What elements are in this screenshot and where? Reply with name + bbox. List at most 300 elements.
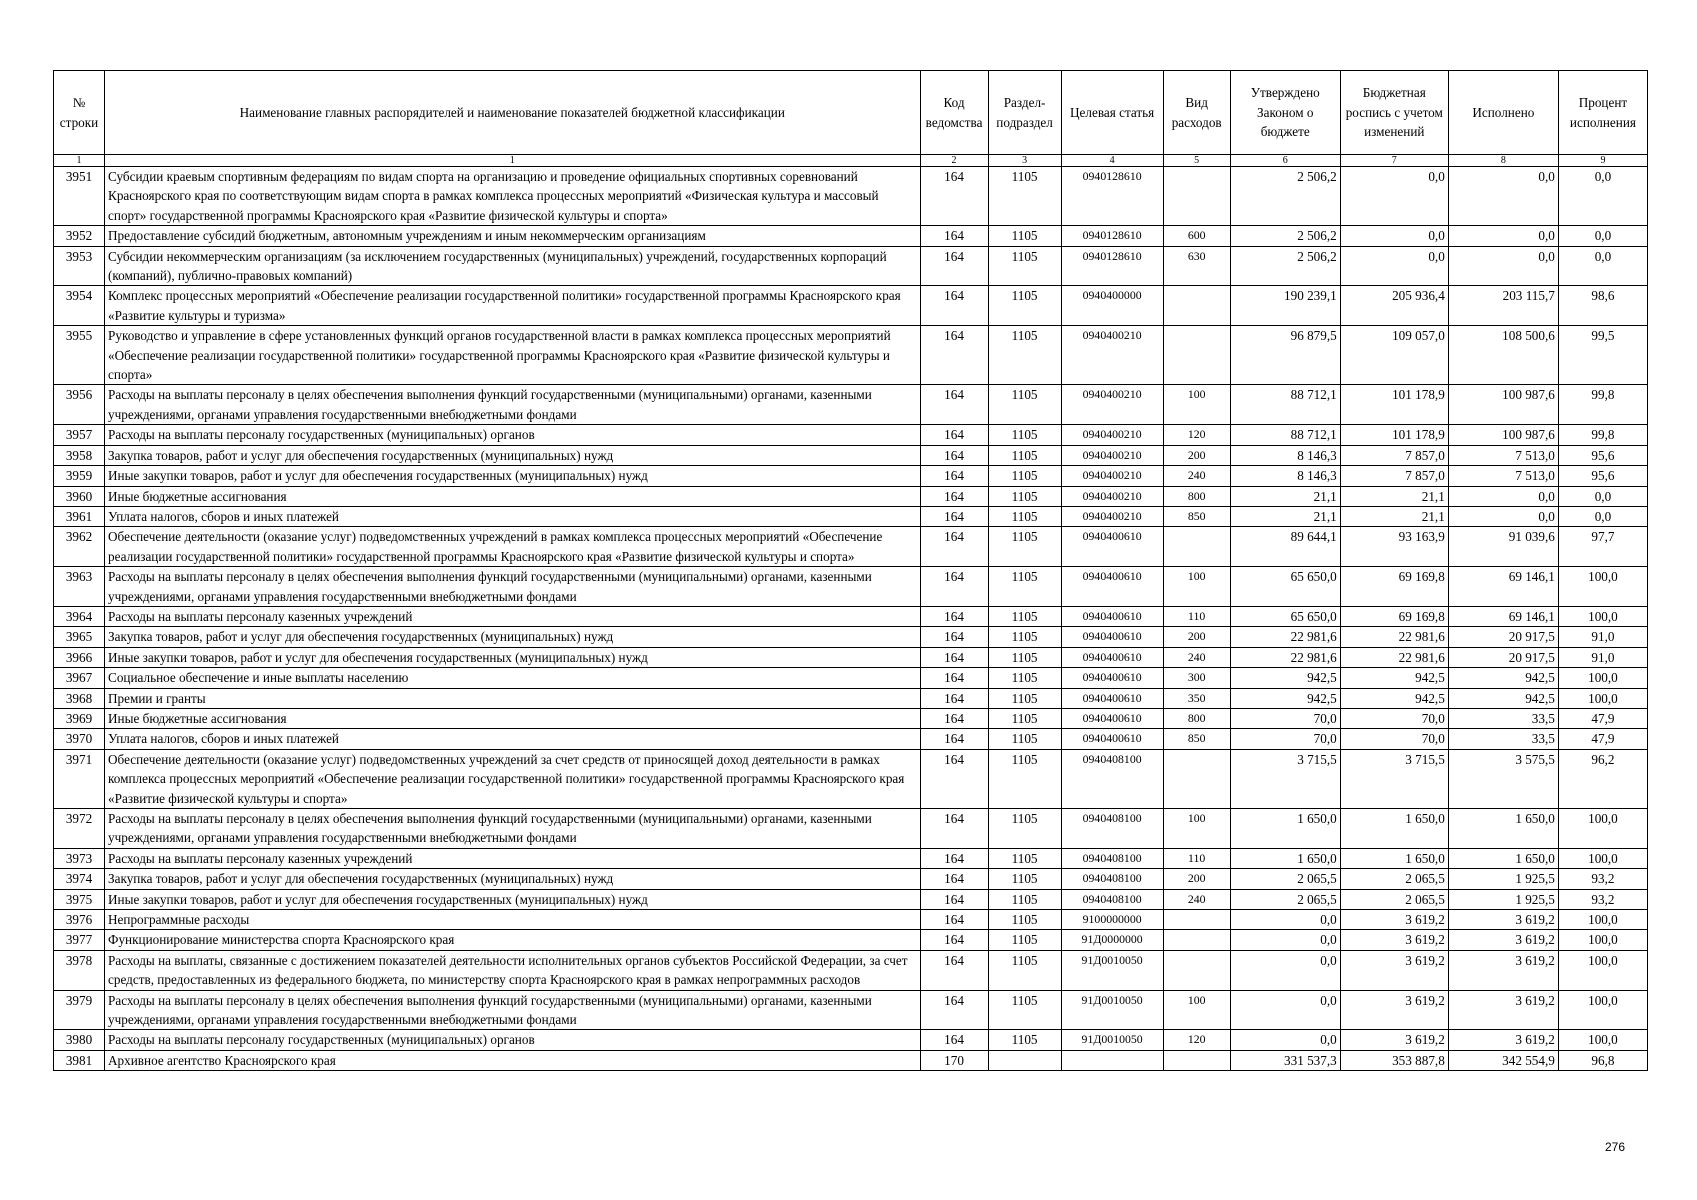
header-row: [54, 71, 1648, 155]
cell-target: 0940400210: [1061, 385, 1163, 425]
cell-row-no: 3963: [54, 567, 105, 607]
cell-budget-list: 205 936,4: [1340, 286, 1448, 326]
cell-name: Закупка товаров, работ и услуг для обеспечения государственных (муниципальных) нужд: [105, 627, 921, 647]
cell-budget-list: 21,1: [1340, 506, 1448, 526]
table-row: [54, 869, 1648, 889]
cell-budget-list: 353 887,8: [1340, 1050, 1448, 1070]
cell-executed: 100 987,6: [1448, 385, 1558, 425]
cell-name: Расходы на выплаты персоналу казенных учреждений: [105, 606, 921, 626]
cell-expense-type: 850: [1163, 729, 1230, 749]
cell-executed: 108 500,6: [1448, 326, 1558, 385]
cell-section: 1105: [988, 425, 1061, 445]
cell-row-no: 3971: [54, 749, 105, 808]
cell-row-no: 3952: [54, 226, 105, 246]
cell-section: 1105: [988, 749, 1061, 808]
cell-section: 1105: [988, 910, 1061, 930]
cell-name: Иные закупки товаров, работ и услуг для обеспечения государственных (муниципальных) нужд: [105, 889, 921, 909]
cell-row-no: 3962: [54, 527, 105, 567]
cell-approved: 1 650,0: [1230, 848, 1340, 868]
cell-executed: 1 650,0: [1448, 809, 1558, 849]
table-row: [54, 527, 1648, 567]
cell-percent: 99,5: [1558, 326, 1647, 385]
cell-row-no: 3966: [54, 647, 105, 667]
cell-percent: 96,2: [1558, 749, 1647, 808]
cell-target: [1061, 1050, 1163, 1070]
cell-percent: 95,6: [1558, 445, 1647, 465]
cell-executed: 0,0: [1448, 486, 1558, 506]
cell-row-no: 3968: [54, 688, 105, 708]
table-row: [54, 167, 1648, 226]
table-row: [54, 668, 1648, 688]
table-row: [54, 385, 1648, 425]
cell-budget-list: 70,0: [1340, 708, 1448, 728]
cell-target: 0940400210: [1061, 326, 1163, 385]
cell-target: 0940400610: [1061, 668, 1163, 688]
cell-expense-type: [1163, 950, 1230, 990]
cell-dept-code: 164: [920, 445, 988, 465]
cell-expense-type: 800: [1163, 708, 1230, 728]
cell-row-no: 3975: [54, 889, 105, 909]
cell-percent: 0,0: [1558, 226, 1647, 246]
cell-budget-list: 1 650,0: [1340, 848, 1448, 868]
cell-percent: 47,9: [1558, 708, 1647, 728]
cell-target: 0940408100: [1061, 848, 1163, 868]
cell-expense-type: 200: [1163, 445, 1230, 465]
table-body: [54, 167, 1648, 1071]
cell-section: 1105: [988, 286, 1061, 326]
cell-section: 1105: [988, 647, 1061, 667]
cell-executed: 20 917,5: [1448, 627, 1558, 647]
column-number: 5: [1163, 155, 1230, 167]
cell-executed: 0,0: [1448, 246, 1558, 286]
table-row: [54, 226, 1648, 246]
cell-approved: 70,0: [1230, 708, 1340, 728]
cell-expense-type: 240: [1163, 889, 1230, 909]
cell-dept-code: 164: [920, 889, 988, 909]
cell-expense-type: 350: [1163, 688, 1230, 708]
table-row: [54, 910, 1648, 930]
cell-executed: 3 575,5: [1448, 749, 1558, 808]
cell-approved: 21,1: [1230, 506, 1340, 526]
cell-approved: 88 712,1: [1230, 385, 1340, 425]
cell-row-no: 3951: [54, 167, 105, 226]
cell-dept-code: 164: [920, 567, 988, 607]
cell-expense-type: 850: [1163, 506, 1230, 526]
cell-dept-code: 164: [920, 606, 988, 626]
cell-name: Субсидии некоммерческим организациям (за исключением государственных (муниципальных) учреждений, государственных корпораций (компаний), публично-правовых компаний): [105, 246, 921, 286]
column-number: 4: [1061, 155, 1163, 167]
cell-name: Иные закупки товаров, работ и услуг для обеспечения государственных (муниципальных) нужд: [105, 647, 921, 667]
cell-executed: 0,0: [1448, 506, 1558, 526]
cell-section: 1105: [988, 246, 1061, 286]
cell-approved: 331 537,3: [1230, 1050, 1340, 1070]
cell-target: 91Д0000000: [1061, 930, 1163, 950]
cell-executed: 3 619,2: [1448, 910, 1558, 930]
cell-name: Расходы на выплаты персоналу в целях обеспечения выполнения функций государственными (муниципальными) органами, казенными учреждениями, органами управления государственными внебюджетными фондами: [105, 990, 921, 1030]
cell-percent: 100,0: [1558, 950, 1647, 990]
cell-budget-list: 3 619,2: [1340, 1030, 1448, 1050]
cell-target: 0940408100: [1061, 809, 1163, 849]
cell-section: [988, 1050, 1061, 1070]
cell-approved: 0,0: [1230, 990, 1340, 1030]
cell-expense-type: 240: [1163, 647, 1230, 667]
cell-name: Расходы на выплаты, связанные с достижением показателей деятельности исполнительных органов субъектов Российской Федерации, за счет средств, предоставленных из федерального бюджета, по министерству спорта Красноярского края в рамках непрограммных расходов: [105, 950, 921, 990]
cell-approved: 0,0: [1230, 950, 1340, 990]
cell-budget-list: 21,1: [1340, 486, 1448, 506]
column-number: 3: [988, 155, 1061, 167]
cell-target: 0940128610: [1061, 226, 1163, 246]
cell-name: Непрограммные расходы: [105, 910, 921, 930]
cell-budget-list: 0,0: [1340, 226, 1448, 246]
cell-dept-code: 164: [920, 848, 988, 868]
table-row: [54, 889, 1648, 909]
column-number: 7: [1340, 155, 1448, 167]
table-row: [54, 486, 1648, 506]
column-number: 2: [920, 155, 988, 167]
cell-target: 0940400610: [1061, 527, 1163, 567]
cell-row-no: 3955: [54, 326, 105, 385]
header-name: Наименование главных распорядителей и наименование показателей бюджетной классификации: [105, 71, 921, 155]
cell-section: 1105: [988, 869, 1061, 889]
cell-approved: 65 650,0: [1230, 606, 1340, 626]
cell-name: Обеспечение деятельности (оказание услуг) подведомственных учреждений в рамках комплекса процессных мероприятий «Обеспечение реализации государственной политики» государственной программы Красноярского края «Развитие физической культуры и спорта»: [105, 527, 921, 567]
cell-row-no: 3974: [54, 869, 105, 889]
cell-percent: 100,0: [1558, 848, 1647, 868]
cell-approved: 8 146,3: [1230, 466, 1340, 486]
cell-expense-type: [1163, 749, 1230, 808]
cell-approved: 22 981,6: [1230, 627, 1340, 647]
cell-target: 0940408100: [1061, 889, 1163, 909]
cell-target: 0940400610: [1061, 627, 1163, 647]
cell-budget-list: 101 178,9: [1340, 425, 1448, 445]
column-number: 1: [105, 155, 921, 167]
table-row: [54, 708, 1648, 728]
cell-name: Иные бюджетные ассигнования: [105, 486, 921, 506]
column-number: 6: [1230, 155, 1340, 167]
cell-percent: 93,2: [1558, 869, 1647, 889]
cell-executed: 942,5: [1448, 688, 1558, 708]
table-row: [54, 466, 1648, 486]
page-number: 276: [1604, 1140, 1625, 1154]
cell-budget-list: 3 619,2: [1340, 990, 1448, 1030]
column-number-row: [54, 155, 1648, 167]
cell-dept-code: 164: [920, 708, 988, 728]
budget-table: [53, 70, 1648, 1071]
cell-row-no: 3977: [54, 930, 105, 950]
cell-dept-code: 164: [920, 246, 988, 286]
cell-row-no: 3961: [54, 506, 105, 526]
cell-name: Предоставление субсидий бюджетным, автономным учреждениям и иным некоммерческим организациям: [105, 226, 921, 246]
cell-executed: 0,0: [1448, 167, 1558, 226]
cell-row-no: 3978: [54, 950, 105, 990]
table-row: [54, 627, 1648, 647]
cell-approved: 2 065,5: [1230, 869, 1340, 889]
cell-executed: 20 917,5: [1448, 647, 1558, 667]
table-row: [54, 749, 1648, 808]
cell-name: Расходы на выплаты персоналу в целях обеспечения выполнения функций государственными (муниципальными) органами, казенными учреждениями, органами управления государственными внебюджетными фондами: [105, 809, 921, 849]
cell-name: Расходы на выплаты персоналу казенных учреждений: [105, 848, 921, 868]
cell-percent: 100,0: [1558, 990, 1647, 1030]
cell-budget-list: 69 169,8: [1340, 606, 1448, 626]
cell-budget-list: 7 857,0: [1340, 445, 1448, 465]
header-executed: Исполнено: [1448, 71, 1558, 155]
cell-section: 1105: [988, 848, 1061, 868]
cell-dept-code: 164: [920, 668, 988, 688]
cell-percent: 100,0: [1558, 930, 1647, 950]
cell-executed: 342 554,9: [1448, 1050, 1558, 1070]
cell-approved: 0,0: [1230, 930, 1340, 950]
cell-approved: 942,5: [1230, 668, 1340, 688]
cell-section: 1105: [988, 167, 1061, 226]
cell-executed: 1 925,5: [1448, 889, 1558, 909]
cell-budget-list: 22 981,6: [1340, 647, 1448, 667]
cell-budget-list: 3 619,2: [1340, 950, 1448, 990]
cell-target: 0940400210: [1061, 445, 1163, 465]
cell-approved: 2 506,2: [1230, 167, 1340, 226]
cell-target: 0940400610: [1061, 567, 1163, 607]
cell-target: 0940128610: [1061, 246, 1163, 286]
column-number: 8: [1448, 155, 1558, 167]
cell-approved: 8 146,3: [1230, 445, 1340, 465]
header-dept-code: Код ведомства: [920, 71, 988, 155]
cell-name: Архивное агентство Красноярского края: [105, 1050, 921, 1070]
cell-approved: 88 712,1: [1230, 425, 1340, 445]
cell-dept-code: 164: [920, 326, 988, 385]
cell-executed: 203 115,7: [1448, 286, 1558, 326]
cell-name: Расходы на выплаты персоналу государственных (муниципальных) органов: [105, 1030, 921, 1050]
cell-section: 1105: [988, 506, 1061, 526]
cell-target: 91Д0010050: [1061, 1030, 1163, 1050]
cell-name: Закупка товаров, работ и услуг для обеспечения государственных (муниципальных) нужд: [105, 869, 921, 889]
cell-section: 1105: [988, 708, 1061, 728]
cell-approved: 2 065,5: [1230, 889, 1340, 909]
cell-expense-type: [1163, 286, 1230, 326]
header-row-no: № строки: [54, 71, 105, 155]
cell-row-no: 3954: [54, 286, 105, 326]
cell-target: 0940400210: [1061, 486, 1163, 506]
cell-approved: 0,0: [1230, 1030, 1340, 1050]
cell-executed: 69 146,1: [1448, 567, 1558, 607]
cell-row-no: 3967: [54, 668, 105, 688]
cell-percent: 100,0: [1558, 809, 1647, 849]
cell-budget-list: 942,5: [1340, 668, 1448, 688]
cell-expense-type: 110: [1163, 606, 1230, 626]
cell-approved: 21,1: [1230, 486, 1340, 506]
cell-percent: 100,0: [1558, 1030, 1647, 1050]
cell-percent: 99,8: [1558, 425, 1647, 445]
cell-executed: 1 650,0: [1448, 848, 1558, 868]
cell-section: 1105: [988, 729, 1061, 749]
cell-percent: 95,6: [1558, 466, 1647, 486]
cell-percent: 100,0: [1558, 668, 1647, 688]
cell-name: Руководство и управление в сфере установленных функций органов государственной власти в рамках комплекса процессных мероприятий «Обеспечение реализации государственной политики» государственной программы Красноярского края «Развитие физической культуры и спорта»: [105, 326, 921, 385]
cell-dept-code: 164: [920, 1030, 988, 1050]
cell-approved: 2 506,2: [1230, 246, 1340, 286]
cell-section: 1105: [988, 990, 1061, 1030]
cell-expense-type: [1163, 326, 1230, 385]
cell-row-no: 3969: [54, 708, 105, 728]
cell-dept-code: 164: [920, 385, 988, 425]
cell-executed: 7 513,0: [1448, 466, 1558, 486]
cell-dept-code: 164: [920, 950, 988, 990]
cell-budget-list: 0,0: [1340, 246, 1448, 286]
cell-budget-list: 3 715,5: [1340, 749, 1448, 808]
cell-executed: 1 925,5: [1448, 869, 1558, 889]
cell-dept-code: 164: [920, 486, 988, 506]
cell-expense-type: 800: [1163, 486, 1230, 506]
cell-percent: 0,0: [1558, 486, 1647, 506]
cell-row-no: 3973: [54, 848, 105, 868]
cell-target: 91Д0010050: [1061, 990, 1163, 1030]
cell-row-no: 3980: [54, 1030, 105, 1050]
table-row: [54, 1030, 1648, 1050]
cell-row-no: 3956: [54, 385, 105, 425]
cell-expense-type: [1163, 910, 1230, 930]
cell-section: 1105: [988, 326, 1061, 385]
cell-expense-type: [1163, 527, 1230, 567]
cell-percent: 100,0: [1558, 688, 1647, 708]
table-row: [54, 729, 1648, 749]
table-row: [54, 990, 1648, 1030]
cell-expense-type: 600: [1163, 226, 1230, 246]
cell-dept-code: 164: [920, 869, 988, 889]
cell-approved: 65 650,0: [1230, 567, 1340, 607]
cell-expense-type: [1163, 930, 1230, 950]
cell-target: 0940400210: [1061, 466, 1163, 486]
cell-section: 1105: [988, 226, 1061, 246]
cell-percent: 93,2: [1558, 889, 1647, 909]
cell-percent: 0,0: [1558, 506, 1647, 526]
cell-target: 0940400210: [1061, 506, 1163, 526]
cell-approved: 190 239,1: [1230, 286, 1340, 326]
cell-percent: 91,0: [1558, 647, 1647, 667]
cell-expense-type: 300: [1163, 668, 1230, 688]
cell-row-no: 3964: [54, 606, 105, 626]
cell-target: 0940400610: [1061, 688, 1163, 708]
cell-name: Функционирование министерства спорта Красноярского края: [105, 930, 921, 950]
cell-row-no: 3979: [54, 990, 105, 1030]
cell-target: 0940400210: [1061, 425, 1163, 445]
cell-budget-list: 109 057,0: [1340, 326, 1448, 385]
cell-approved: 0,0: [1230, 910, 1340, 930]
cell-row-no: 3960: [54, 486, 105, 506]
cell-dept-code: 164: [920, 910, 988, 930]
cell-percent: 100,0: [1558, 910, 1647, 930]
cell-approved: 3 715,5: [1230, 749, 1340, 808]
cell-dept-code: 164: [920, 527, 988, 567]
header-approved: Утверждено Законом о бюджете: [1230, 71, 1340, 155]
cell-dept-code: 164: [920, 506, 988, 526]
cell-dept-code: 164: [920, 627, 988, 647]
table-row: [54, 647, 1648, 667]
cell-budget-list: 3 619,2: [1340, 910, 1448, 930]
cell-approved: 1 650,0: [1230, 809, 1340, 849]
cell-target: 0940400610: [1061, 606, 1163, 626]
cell-target: 0940400610: [1061, 708, 1163, 728]
cell-name: Субсидии краевым спортивным федерациям по видам спорта на организацию и проведение официальных спортивных соревнований Красноярского края по соответствующим видам спорта в рамках комплекса процессных мероприятий «Физическая культура и массовый спорт» государственной программы Красноярского края «Развитие физической культуры и спорта»: [105, 167, 921, 226]
cell-approved: 22 981,6: [1230, 647, 1340, 667]
header-section: Раздел-подраздел: [988, 71, 1061, 155]
cell-executed: 33,5: [1448, 729, 1558, 749]
cell-budget-list: 2 065,5: [1340, 889, 1448, 909]
cell-target: 0940400610: [1061, 647, 1163, 667]
cell-dept-code: 164: [920, 930, 988, 950]
cell-section: 1105: [988, 486, 1061, 506]
cell-percent: 100,0: [1558, 606, 1647, 626]
cell-target: 0940408100: [1061, 869, 1163, 889]
cell-dept-code: 164: [920, 749, 988, 808]
cell-target: 0940408100: [1061, 749, 1163, 808]
cell-approved: 942,5: [1230, 688, 1340, 708]
cell-section: 1105: [988, 466, 1061, 486]
cell-approved: 2 506,2: [1230, 226, 1340, 246]
cell-executed: 100 987,6: [1448, 425, 1558, 445]
table-row: [54, 1050, 1648, 1070]
cell-name: Комплекс процессных мероприятий «Обеспечение реализации государственной политики» государственной программы Красноярского края «Развитие культуры и туризма»: [105, 286, 921, 326]
cell-name: Иные закупки товаров, работ и услуг для обеспечения государственных (муниципальных) нужд: [105, 466, 921, 486]
cell-row-no: 3976: [54, 910, 105, 930]
cell-row-no: 3953: [54, 246, 105, 286]
cell-percent: 0,0: [1558, 246, 1647, 286]
cell-name: Расходы на выплаты персоналу государственных (муниципальных) органов: [105, 425, 921, 445]
cell-executed: 3 619,2: [1448, 930, 1558, 950]
cell-percent: 96,8: [1558, 1050, 1647, 1070]
cell-section: 1105: [988, 950, 1061, 990]
cell-approved: 96 879,5: [1230, 326, 1340, 385]
cell-budget-list: 0,0: [1340, 167, 1448, 226]
cell-percent: 0,0: [1558, 167, 1647, 226]
column-number: 9: [1558, 155, 1647, 167]
cell-expense-type: 110: [1163, 848, 1230, 868]
table-row: [54, 506, 1648, 526]
cell-section: 1105: [988, 627, 1061, 647]
cell-budget-list: 101 178,9: [1340, 385, 1448, 425]
cell-expense-type: 630: [1163, 246, 1230, 286]
cell-name: Уплата налогов, сборов и иных платежей: [105, 729, 921, 749]
cell-executed: 942,5: [1448, 668, 1558, 688]
cell-executed: 0,0: [1448, 226, 1558, 246]
cell-expense-type: 120: [1163, 1030, 1230, 1050]
cell-name: Расходы на выплаты персоналу в целях обеспечения выполнения функций государственными (муниципальными) органами, казенными учреждениями, органами управления государственными внебюджетными фондами: [105, 385, 921, 425]
cell-expense-type: 120: [1163, 425, 1230, 445]
cell-target: 0940128610: [1061, 167, 1163, 226]
cell-section: 1105: [988, 527, 1061, 567]
table-row: [54, 326, 1648, 385]
cell-section: 1105: [988, 809, 1061, 849]
cell-expense-type: 100: [1163, 990, 1230, 1030]
header-percent: Процент исполнения: [1558, 71, 1647, 155]
cell-row-no: 3958: [54, 445, 105, 465]
cell-expense-type: 240: [1163, 466, 1230, 486]
cell-percent: 91,0: [1558, 627, 1647, 647]
cell-name: Социальное обеспечение и иные выплаты населению: [105, 668, 921, 688]
column-number: 1: [54, 155, 105, 167]
cell-section: 1105: [988, 668, 1061, 688]
cell-budget-list: 1 650,0: [1340, 809, 1448, 849]
cell-percent: 99,8: [1558, 385, 1647, 425]
cell-dept-code: 164: [920, 466, 988, 486]
cell-name: Премии и гранты: [105, 688, 921, 708]
cell-section: 1105: [988, 1030, 1061, 1050]
cell-dept-code: 170: [920, 1050, 988, 1070]
cell-row-no: 3957: [54, 425, 105, 445]
cell-budget-list: 7 857,0: [1340, 466, 1448, 486]
cell-name: Расходы на выплаты персоналу в целях обеспечения выполнения функций государственными (муниципальными) органами, казенными учреждениями, органами управления государственными внебюджетными фондами: [105, 567, 921, 607]
cell-budget-list: 22 981,6: [1340, 627, 1448, 647]
cell-name: Иные бюджетные ассигнования: [105, 708, 921, 728]
cell-percent: 97,7: [1558, 527, 1647, 567]
cell-budget-list: 93 163,9: [1340, 527, 1448, 567]
